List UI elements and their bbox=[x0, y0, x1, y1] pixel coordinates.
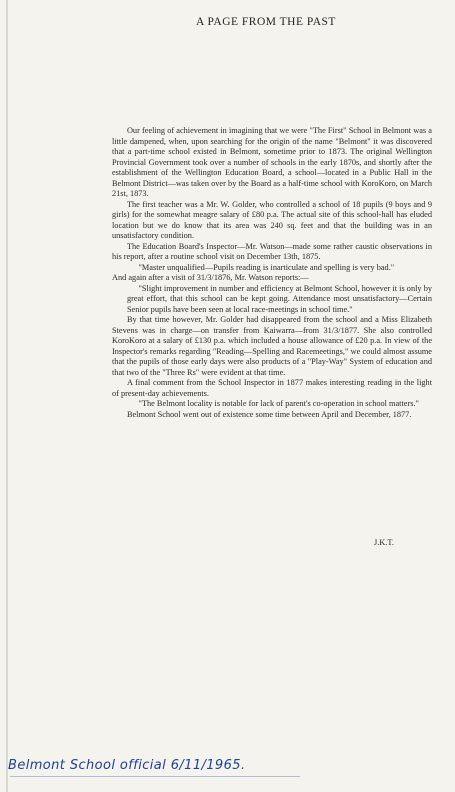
handwriting-underline bbox=[10, 776, 300, 777]
article-paragraph: By that time however, Mr. Golder had disappeared from the school and a Miss Elizabeth Stevens was in charge—on transfer from Kaiwarra—from 31/3/1877. She also controlled KoroKoro at a salary of £130 p.a. which included a house allowance of £20 p.a. In view of the Inspector's remarks regarding "Reading—Spelling and Racemeetings," we could almost assume that the pupils of those early days were also products of a "Play-Way" System of education and that two of the "Three Rs" were evident at that time. bbox=[112, 315, 432, 377]
page-edge-rule bbox=[6, 0, 8, 792]
article-paragraph: Our feeling of achievement in imagining that we were "The First" School in Belmont was a little dampened, when, upon searching for the origin of the name "Belmont" it was discovered that a part-time school existed in Belmont, sometime prior to 1873. The original Wellington Provincial Government took over a number of schools in the early 1870s, and shortly after the establishment of the Wellington Education Board, a school—located in a Public Hall in the Belmont District—was taken over by the Board as a half-time school with KoroKoro, on March 21st, 1873. bbox=[112, 126, 432, 198]
handwritten-annotation: Belmont School official 6/11/1965. bbox=[8, 758, 246, 773]
article-paragraph: A final comment from the School Inspector in 1877 makes interesting reading in the light of present-day achievements. bbox=[112, 378, 432, 398]
author-initials: J.K.T. bbox=[374, 538, 394, 547]
inspector-quote: "The Belmont locality is notable for lack of parent's co-operation in school matters." bbox=[138, 399, 419, 408]
article-paragraph: And again after a visit of 31/3/1876, Mr. Watson reports:— bbox=[112, 273, 309, 282]
article-body bbox=[112, 126, 432, 420]
article-paragraph: The Education Board's Inspector—Mr. Watson—made some rather caustic observations in his report, after a routine school visit on December 13th, 1875. bbox=[112, 241, 432, 261]
article-paragraph: Belmont School went out of existence some time between April and December, 1877. bbox=[126, 409, 412, 419]
inspector-quote: "Slight improvement in number and efficiency at Belmont School, however it is only by great effort, that this school can be kept going. Attendance most unsatisfactory—Certain Senior pupils have been seen at local race-meetings in school time." bbox=[126, 283, 432, 314]
page-header-title: A PAGE FROM THE PAST bbox=[196, 16, 336, 28]
article-paragraph: The first teacher was a Mr. W. Golder, who controlled a school of 18 pupils (9 boys and 9 girls) for the somewhat meagre salary of £80 p.a. The actual site of this school-hall has eluded location but we do know that its area was 240 sq. feet and that the building was in an unsatisfactory condition. bbox=[112, 199, 432, 240]
inspector-quote: "Master unqualified—Pupils reading is inarticulate and spelling is very bad." bbox=[138, 262, 395, 272]
